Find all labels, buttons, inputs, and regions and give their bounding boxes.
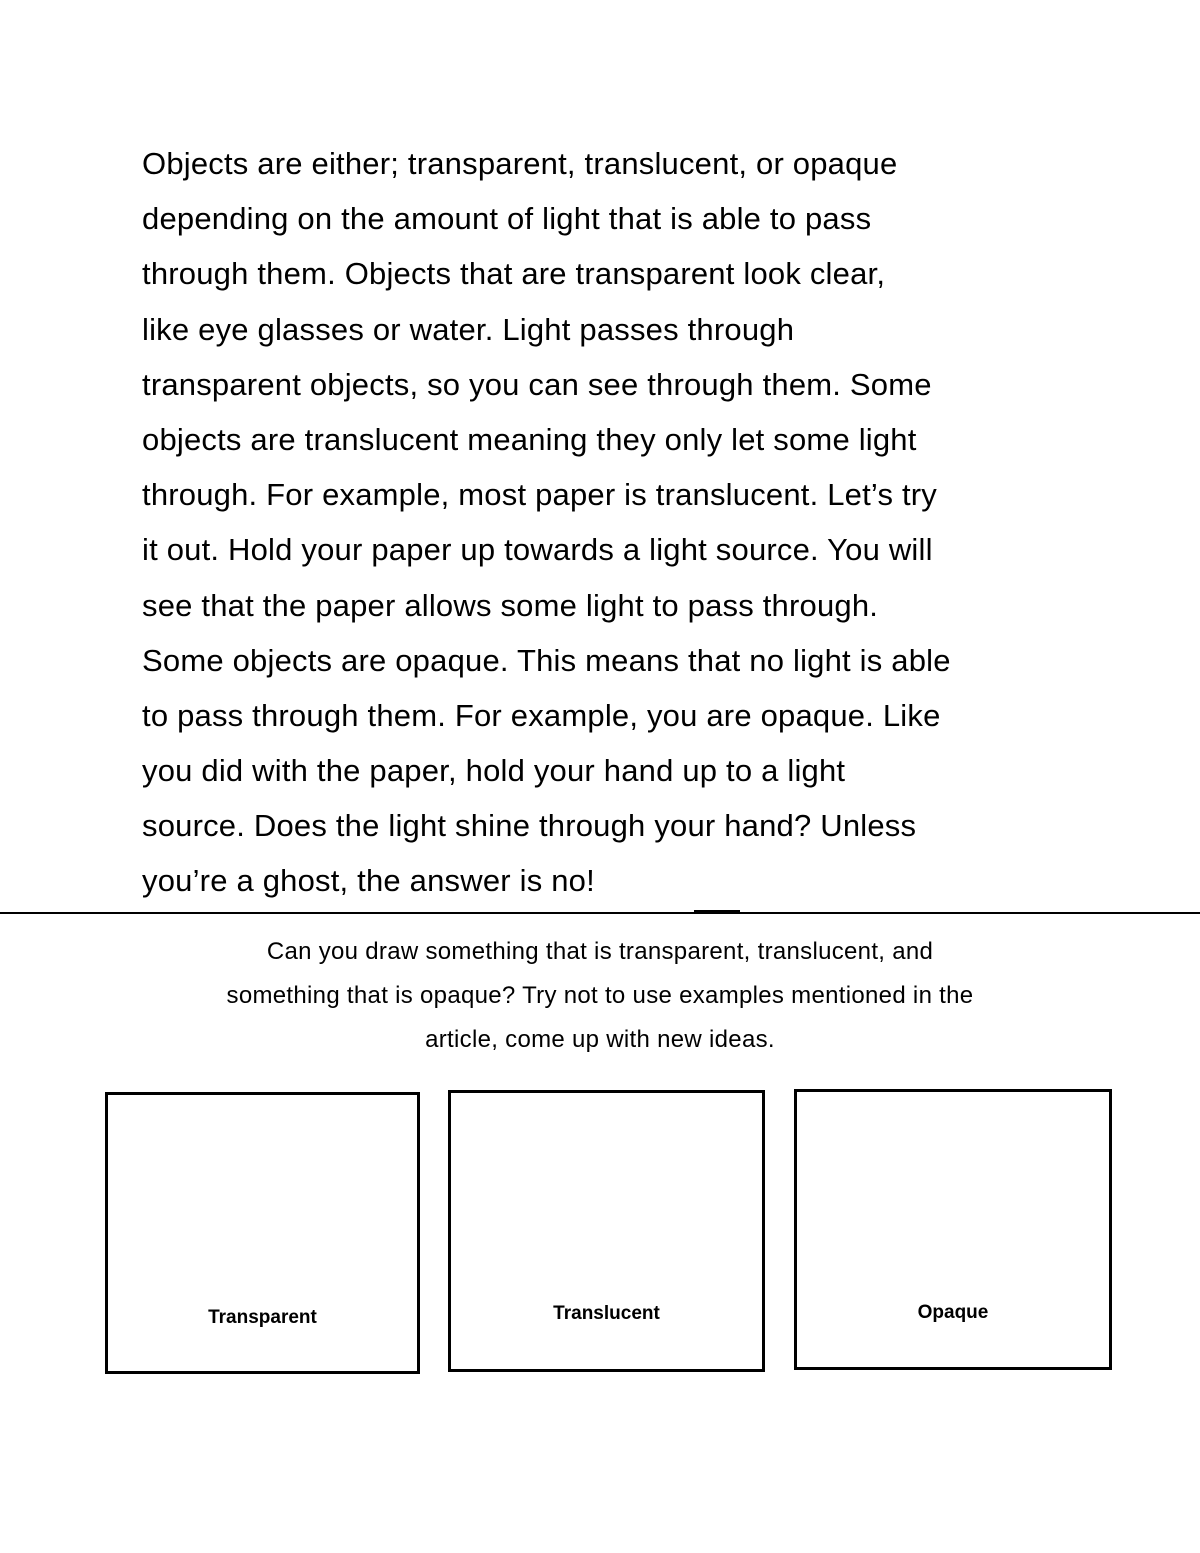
drawing-prompt	[100, 930, 1100, 1062]
passage-line: you did with the paper, hold your hand up to a light	[142, 753, 846, 789]
prompt-line: Can you draw something that is transparent, translucent, and	[266, 938, 934, 965]
passage-line: it out. Hold your paper up towards a light source. You will	[142, 532, 933, 568]
passage-line: objects are translucent meaning they only let some light	[142, 421, 917, 457]
passage-line: through them. Objects that are transparent look clear,	[142, 256, 886, 292]
translucent-drawing-box[interactable]	[448, 1090, 765, 1372]
divider-mark	[694, 910, 740, 912]
passage-line: Objects are either; transparent, translucent, or opaque	[142, 146, 898, 181]
passage-line: to pass through them. For example, you are opaque. Like	[142, 697, 941, 733]
transparent-label: Transparent	[208, 1307, 317, 1328]
article-passage	[142, 136, 1072, 909]
passage-line: like eye glasses or water. Light passes through	[142, 311, 795, 347]
section-divider	[0, 912, 1200, 914]
passage-line: through. For example, most paper is translucent. Let’s try	[142, 477, 938, 513]
passage-line: you’re a ghost, the answer is no!	[142, 863, 595, 899]
passage-line: see that the paper allows some light to pass through.	[142, 587, 879, 623]
opaque-label: Opaque	[917, 1302, 989, 1323]
passage-line: transparent objects, so you can see through them. Some	[142, 366, 932, 402]
passage-line: Some objects are opaque. This means that no light is able	[142, 642, 951, 678]
transparent-drawing-box[interactable]	[105, 1092, 420, 1374]
prompt-line: article, come up with new ideas.	[425, 1026, 775, 1053]
passage-line: depending on the amount of light that is able to pass	[142, 201, 872, 237]
passage-line: source. Does the light shine through your hand? Unless	[142, 808, 917, 844]
translucent-label: Translucent	[553, 1303, 660, 1324]
opaque-drawing-box[interactable]	[794, 1089, 1112, 1370]
prompt-line: something that is opaque? Try not to use examples mentioned in the	[226, 982, 974, 1009]
